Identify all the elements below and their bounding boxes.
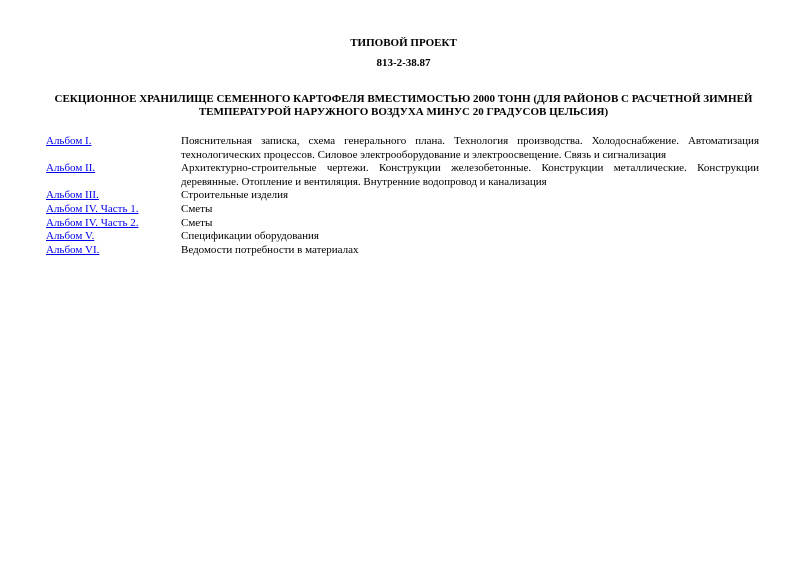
album-row-6 — [46, 230, 759, 244]
album-row-5 — [46, 217, 759, 231]
document-title: СЕКЦИОННОЕ ХРАНИЛИЩЕ СЕМЕННОГО КАРТОФЕЛЯ ВМЕСТИМОСТЬЮ 2000 ТОНН (ДЛЯ РАЙОНОВ С РАСЧЕТНОЙ ЗИМНЕЙ ТЕМПЕРАТУРОЙ НАРУЖНОГО ВОЗДУХА МИНУС 20 ГРАДУСОВ ЦЕЛЬСИЯ) — [54, 93, 753, 118]
album-description-3: Строительные изделия — [181, 189, 289, 202]
album-link-2[interactable]: Альбом II. — [46, 162, 96, 175]
album-description-4: Сметы — [181, 202, 213, 215]
album-description-5: Сметы — [181, 216, 213, 229]
document-number-heading: 813-2-38.87 — [376, 57, 431, 69]
album-link-1[interactable]: Альбом I. — [46, 135, 92, 147]
album-link-6[interactable]: Альбом V. — [46, 230, 95, 243]
album-description-6: Спецификации оборудования — [181, 230, 319, 243]
album-link-4[interactable]: Альбом IV. Часть 1. — [46, 202, 139, 215]
album-row-2 — [46, 162, 759, 189]
album-description-2: Архитектурно-строительные чертежи. Конструкции железобетонные. Конструкции металлические. Конструкции деревянные. Отопление и вентиляция. Внутренние водопровод и канализация — [181, 162, 759, 188]
album-list — [46, 135, 759, 257]
album-description-7: Ведомости потребности в материалах — [181, 243, 359, 256]
album-description-1: Пояснительная записка, схема генерального плана. Технология производства. Холодоснабжение. Автоматизация технологических процессов. Силовое электрооборудование и электроосвещение. Связь и сигнализация — [181, 135, 759, 161]
album-link-5[interactable]: Альбом IV. Часть 2. — [46, 216, 139, 229]
album-row-1 — [46, 135, 759, 162]
document-type-heading: ТИПОВОЙ ПРОЕКТ — [350, 37, 457, 49]
album-link-3[interactable]: Альбом III. — [46, 189, 99, 202]
album-row-4 — [46, 203, 759, 217]
album-link-7[interactable]: Альбом VI. — [46, 243, 100, 256]
album-row-3 — [46, 189, 759, 203]
album-row-7 — [46, 244, 759, 258]
